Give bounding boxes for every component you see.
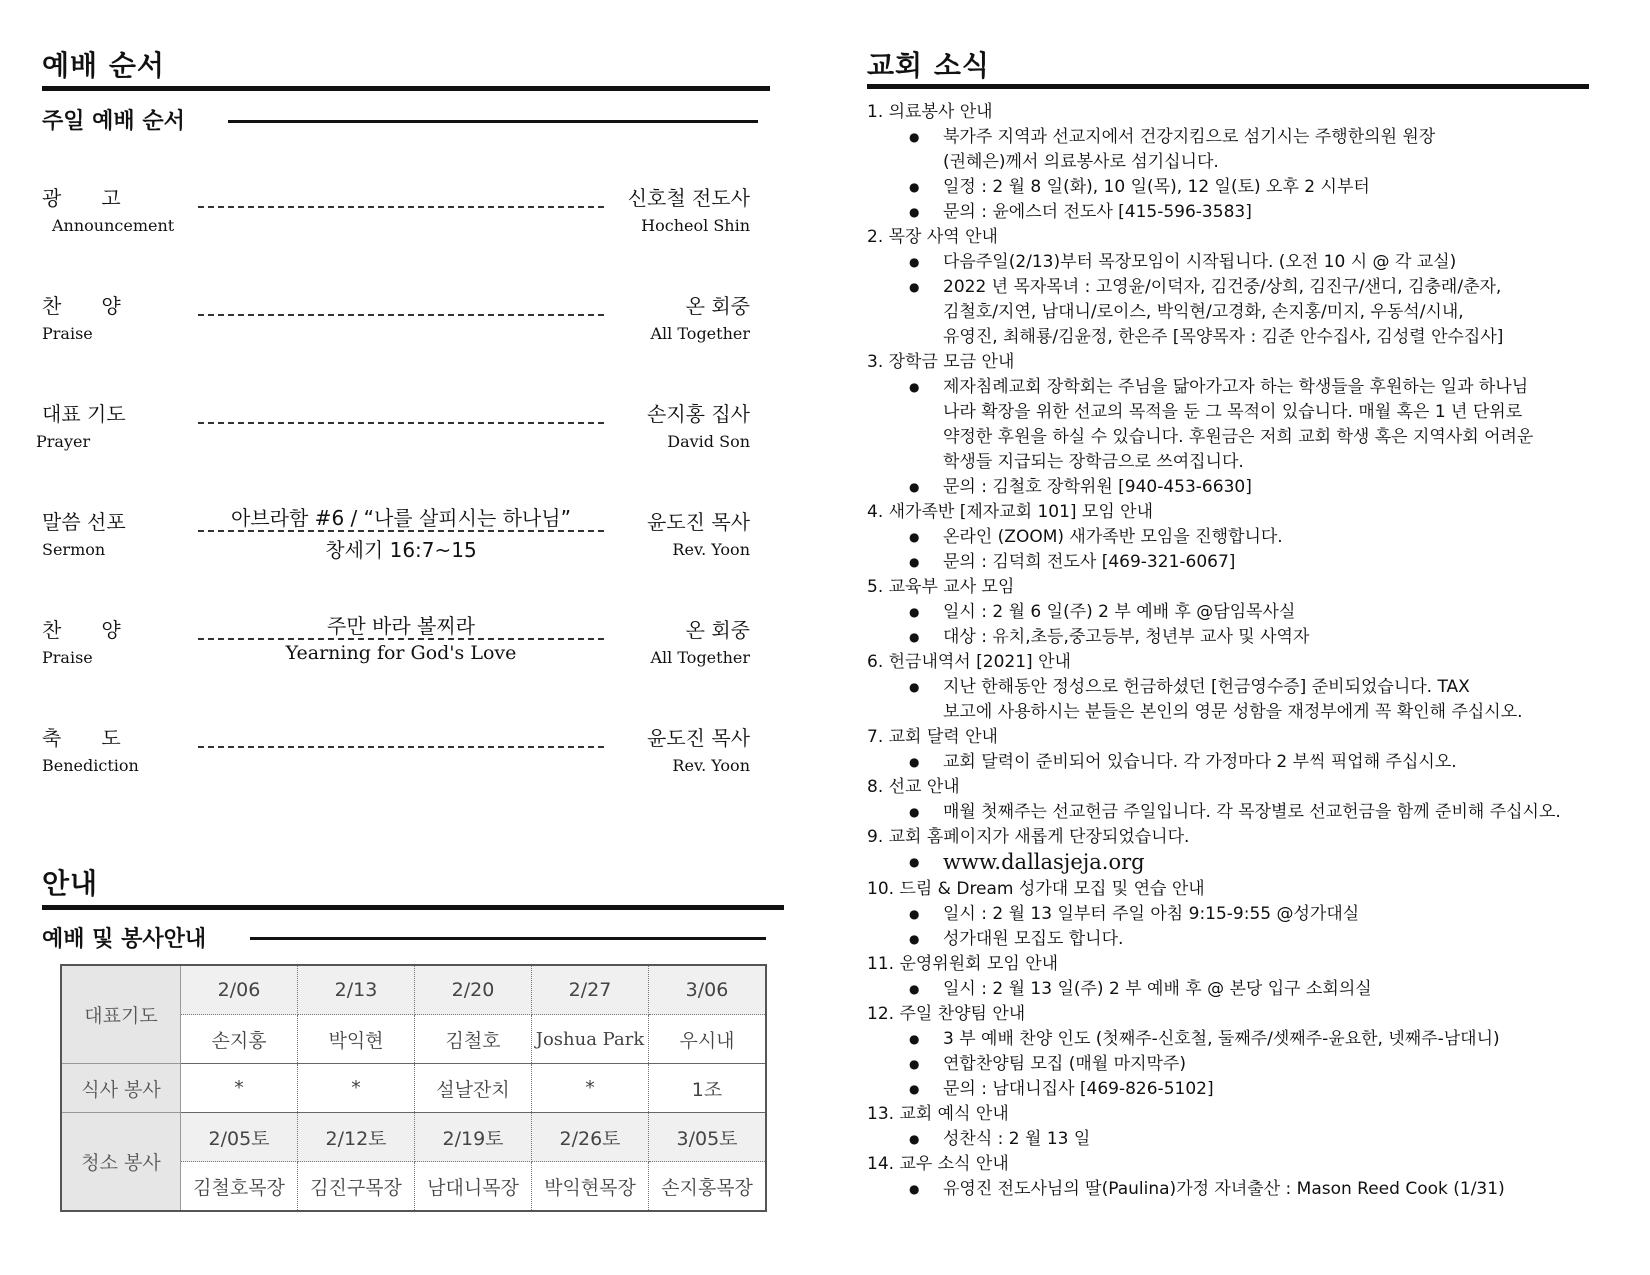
- clean-name: 남대니목장: [415, 1162, 532, 1212]
- prayer-name: 손지홍: [181, 1015, 298, 1064]
- news-bullet-text: 김철호/지연, 남대니/로이스, 박익현/고경화, 손지홍/미지, 우동석/시내,: [943, 302, 1464, 322]
- order-item-korean: 말씀 선포: [42, 510, 126, 534]
- news-bullet-text: 성찬식 : 2 월 13 일: [943, 1129, 1091, 1149]
- news-bullet-text: 연합찬양팀 모집 (매월 마지막주): [943, 1054, 1186, 1074]
- clean-date: 2/19토: [415, 1113, 532, 1162]
- sunday-order-subtitle: 주일 예배 순서: [42, 109, 185, 134]
- news-heading: 13. 교회 예식 안내: [867, 1104, 1009, 1124]
- news-heading: 6. 헌금내역서 [2021] 안내: [867, 652, 1071, 672]
- news-bullet-text: 보고에 사용하시는 분들은 본인의 영문 성함을 재정부에게 꼭 확인해 주십시오.: [943, 702, 1523, 722]
- news-bullet-text: 문의 : 김철호 장학위원 [940-453-6630]: [943, 477, 1252, 497]
- bullet-icon: ●: [909, 205, 920, 219]
- order-detail-title: 주만 바라 볼찌라: [327, 614, 475, 638]
- news-bullet-text: 3 부 예배 찬양 인도 (첫째주-신호철, 둘째주/셋째주-윤요한, 넷째주-남대니): [943, 1029, 1500, 1049]
- service-notice-subtitle: 예배 및 봉사안내: [42, 927, 207, 952]
- news-heading: 4. 새가족반 [제자교회 101] 모임 안내: [867, 502, 1154, 522]
- bullet-icon: ●: [909, 932, 920, 946]
- dotted-leader-line: [198, 746, 604, 748]
- bullet-icon: ●: [909, 1182, 920, 1196]
- clean-label: 청소 봉사: [61, 1113, 181, 1212]
- clean-date: 3/05토: [649, 1113, 767, 1162]
- news-item: [867, 1002, 1627, 1102]
- leader-korean: 온 회중: [685, 618, 750, 642]
- prayer-label: 대표기도: [61, 965, 181, 1064]
- bullet-icon: ●: [909, 1057, 920, 1071]
- meal-label: 식사 봉사: [61, 1064, 181, 1113]
- order-item-english: Praise: [42, 324, 93, 343]
- dotted-leader-line: [198, 422, 604, 424]
- bullet-icon: ●: [909, 680, 920, 694]
- leader-english: All Together: [650, 324, 750, 343]
- clean-name: 손지홍목장: [649, 1162, 767, 1212]
- news-bullet-text: 대상 : 유치,초등,중고등부, 청년부 교사 및 사역자: [943, 627, 1310, 647]
- news-item: [867, 1152, 1627, 1202]
- leader-english: David Son: [667, 432, 750, 451]
- leader-english: Hocheol Shin: [641, 216, 750, 235]
- leader-english: All Together: [650, 648, 750, 667]
- news-heading: 5. 교육부 교사 모임: [867, 577, 1015, 597]
- leader-korean: 윤도진 목사: [647, 726, 750, 750]
- news-heading: 7. 교회 달력 안내: [867, 727, 998, 747]
- clean-date: 2/05토: [181, 1113, 298, 1162]
- clean-date: 2/12토: [298, 1113, 415, 1162]
- news-bullet-text: 일정 : 2 월 8 일(화), 10 일(목), 12 일(토) 오후 2 시부터: [943, 177, 1370, 197]
- news-bullet-text: 학생들 지급되는 장학금으로 쓰여집니다.: [943, 452, 1244, 472]
- leader-korean: 신호철 전도사: [627, 186, 750, 210]
- meal-value: 1조: [649, 1064, 767, 1113]
- news-item: [867, 225, 1627, 350]
- news-heading: 9. 교회 홈페이지가 새롭게 단장되었습니다.: [867, 827, 1190, 847]
- news-item: [867, 500, 1627, 575]
- news-item: [867, 725, 1627, 775]
- prayer-name: 박익현: [298, 1015, 415, 1064]
- news-item: [867, 350, 1627, 500]
- news-item: [867, 575, 1627, 650]
- news-bullet-text: 문의 : 김덕희 전도사 [469-321-6067]: [943, 552, 1236, 572]
- bullet-icon: ●: [909, 380, 920, 394]
- news-heading: 12. 주일 찬양팀 안내: [867, 1004, 1026, 1024]
- homepage-link[interactable]: www.dallasjeja.org: [943, 850, 1145, 874]
- prayer-date: 2/20: [415, 965, 532, 1015]
- prayer-name: 김철호: [415, 1015, 532, 1064]
- news-bullet-text: 성가대원 모집도 합니다.: [943, 929, 1124, 949]
- news-title-rule: [867, 84, 1589, 89]
- clean-name: 박익현목장: [532, 1162, 649, 1212]
- news-bullet-text: 매월 첫째주는 선교헌금 주일입니다. 각 목장별로 선교헌금을 함께 준비해 주십시오.: [943, 802, 1561, 822]
- bullet-icon: ●: [909, 180, 920, 194]
- news-bullet-text: 제자침례교회 장학회는 주님을 닮아가고자 하는 학생들을 후원하는 일과 하나님: [943, 377, 1529, 397]
- order-item-english: Prayer: [36, 432, 91, 451]
- news-item: [867, 1102, 1627, 1152]
- leader-english: Rev. Yoon: [672, 540, 750, 559]
- order-item-english: Sermon: [42, 540, 106, 559]
- news-bullet-text: 약정한 후원을 하실 수 있습니다. 후원금은 저희 교회 학생 혹은 지역사회 어려운: [943, 427, 1534, 447]
- bullet-icon: ●: [909, 855, 920, 869]
- service-schedule-table: [60, 964, 767, 1212]
- news-heading: 3. 장학금 모금 안내: [867, 352, 1015, 372]
- news-bullet-text: 일시 : 2 월 13 일(주) 2 부 예배 후 @ 본당 입구 소회의실: [943, 979, 1372, 999]
- news-heading: 11. 운영위원회 모임 안내: [867, 954, 1059, 974]
- news-item: [867, 952, 1627, 1002]
- dotted-leader-line: [198, 314, 604, 316]
- bullet-icon: ●: [909, 1032, 920, 1046]
- news-heading: 10. 드림 & Dream 성가대 모집 및 연습 안내: [867, 879, 1205, 899]
- church-news-list: [867, 100, 1627, 1202]
- notice-rule: [42, 905, 784, 910]
- order-item-english: Benediction: [42, 756, 139, 775]
- news-bullet-text: 북가주 지역과 선교지에서 건강지킴으로 섬기시는 주행한의원 원장: [943, 127, 1436, 147]
- clean-name: 김진구목장: [298, 1162, 415, 1212]
- news-bullet-text: 일시 : 2 월 13 일부터 주일 아침 9:15-9:55 @성가대실: [943, 904, 1360, 924]
- prayer-date: 2/06: [181, 965, 298, 1015]
- meal-value: *: [181, 1064, 298, 1113]
- order-detail-subtitle: 창세기 16:7~15: [325, 538, 477, 562]
- news-bullet-text: 지난 한해동안 정성으로 헌금하셨던 [헌금영수증] 준비되었습니다. TAX: [943, 677, 1470, 697]
- subtitle-rule: [228, 120, 758, 123]
- news-item: [867, 877, 1627, 952]
- news-item: [867, 775, 1627, 825]
- title-rule: [42, 86, 770, 91]
- church-news-title: 교회 소식: [867, 49, 990, 82]
- prayer-name: Joshua Park: [532, 1015, 649, 1064]
- news-heading: 14. 교우 소식 안내: [867, 1154, 1009, 1174]
- leader-korean: 손지홍 집사: [647, 402, 750, 426]
- news-bullet-text: 유영진 전도사님의 딸(Paulina)가정 자녀출산 : Mason Reed Cook (1/31): [943, 1179, 1505, 1199]
- notice-title: 안내: [42, 867, 99, 900]
- bullet-icon: ●: [909, 530, 920, 544]
- order-item-english: Announcement: [52, 216, 175, 235]
- order-detail-subtitle: Yearning for God's Love: [285, 642, 517, 664]
- meal-value: *: [532, 1064, 649, 1113]
- order-item-korean: 찬 양: [42, 618, 121, 642]
- leader-korean: 온 회중: [685, 294, 750, 318]
- prayer-date: 3/06: [649, 965, 767, 1015]
- bullet-icon: ●: [909, 280, 920, 294]
- news-heading: 2. 목장 사역 안내: [867, 227, 998, 247]
- news-bullet-text: 일시 : 2 월 6 일(주) 2 부 예배 후 @담임목사실: [943, 602, 1296, 622]
- order-item-korean: 축 도: [42, 726, 121, 750]
- news-bullet-text: 나라 확장을 위한 선교의 목적을 둔 그 목적이 있습니다. 매월 혹은 1 년 단위로: [943, 402, 1523, 422]
- news-bullet-text: 2022 년 목자목녀 : 고영윤/이덕자, 김건중/상희, 김진구/샌디, 김충래/춘자,: [943, 277, 1502, 297]
- news-heading: 1. 의료봉사 안내: [867, 102, 993, 122]
- news-item: [867, 650, 1627, 725]
- bullet-icon: ●: [909, 1132, 920, 1146]
- worship-order-title: 예배 순서: [42, 49, 165, 82]
- bullet-icon: ●: [909, 605, 920, 619]
- clean-name: 김철호목장: [181, 1162, 298, 1212]
- clean-date: 2/26토: [532, 1113, 649, 1162]
- prayer-date: 2/27: [532, 965, 649, 1015]
- bullet-icon: ●: [909, 755, 920, 769]
- bullet-icon: ●: [909, 982, 920, 996]
- order-item-korean: 광 고: [42, 186, 121, 210]
- service-subtitle-rule: [250, 937, 766, 940]
- order-item-korean: 찬 양: [42, 294, 121, 318]
- bullet-icon: ●: [909, 1082, 920, 1096]
- news-bullet-text: 유영진, 최해룡/김윤정, 한은주 [목양목자 : 김준 안수집사, 김성렬 안수집사]: [943, 327, 1504, 347]
- bullet-icon: ●: [909, 480, 920, 494]
- dotted-leader-line: [198, 206, 604, 208]
- news-bullet-text: 문의 : 남대니집사 [469-826-5102]: [943, 1079, 1214, 1099]
- news-bullet-text: 문의 : 윤에스더 전도사 [415-596-3583]: [943, 202, 1252, 222]
- news-bullet-text: 온라인 (ZOOM) 새가족반 모임을 진행합니다.: [943, 527, 1283, 547]
- news-bullet-text: (권혜은)께서 의료봉사로 섬기십니다.: [943, 152, 1219, 172]
- bullet-icon: ●: [909, 805, 920, 819]
- bullet-icon: ●: [909, 555, 920, 569]
- order-item-korean: 대표 기도: [42, 402, 126, 426]
- prayer-date: 2/13: [298, 965, 415, 1015]
- meal-value: 설날잔치: [415, 1064, 532, 1113]
- order-item-english: Praise: [42, 648, 93, 667]
- news-heading: 8. 선교 안내: [867, 777, 960, 797]
- news-item: [867, 100, 1627, 225]
- order-detail-title: 아브라함 #6 / “나를 살피시는 하나님”: [231, 506, 571, 530]
- meal-value: *: [298, 1064, 415, 1113]
- bullet-icon: ●: [909, 130, 920, 144]
- bullet-icon: ●: [909, 630, 920, 644]
- prayer-name: 우시내: [649, 1015, 767, 1064]
- news-bullet-text: 교회 달력이 준비되어 있습니다. 각 가정마다 2 부씩 픽업해 주십시오.: [943, 752, 1457, 772]
- news-bullet-text: 다음주일(2/13)부터 목장모임이 시작됩니다. (오전 10 시 @ 각 교실): [943, 252, 1457, 272]
- bullet-icon: ●: [909, 255, 920, 269]
- bullet-icon: ●: [909, 907, 920, 921]
- leader-korean: 윤도진 목사: [647, 510, 750, 534]
- news-item: [867, 825, 1627, 877]
- leader-english: Rev. Yoon: [672, 756, 750, 775]
